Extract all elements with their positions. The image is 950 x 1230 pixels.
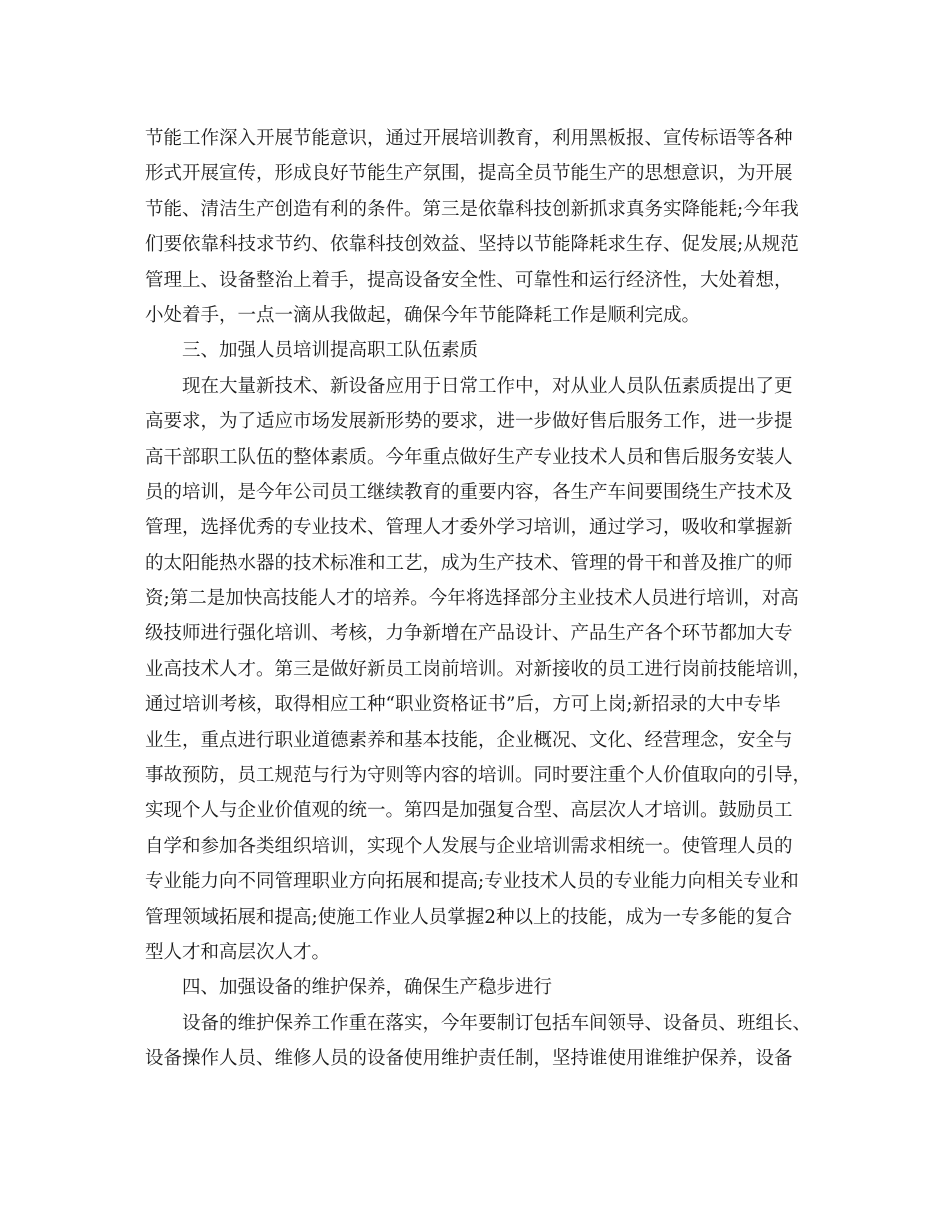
text-line: 员的培训，是今年公司员工继续教育的重要内容，各生产车间要围绕生产技术及 <box>145 481 793 503</box>
text-line: 管理上、设备整治上着手，提高设备安全性、可靠性和运行经济性，大处着想， <box>145 269 793 291</box>
text-line: 节能、清洁生产创造有利的条件。第三是依靠科技创新抓求真务实降能耗;今年我 <box>145 198 799 220</box>
paragraph-start-line: 设备的维护保养工作重在落实，今年要制订包括车间领导、设备员、班组长、 <box>182 1012 812 1034</box>
text-line: 设备操作人员、维修人员的设备使用维护责任制，坚持谁使用谁维护保养，设备 <box>145 1048 793 1070</box>
text-line: 高要求，为了适应市场发展新形势的要求，进一步做好售后服务工作，进一步提 <box>145 411 793 433</box>
text-line: 节能工作深入开展节能意识，通过开展培训教育，利用黑板报、宣传标语等各种 <box>145 128 793 149</box>
text-line: 小处着手，一点一滴从我做起，确保今年节能降耗工作是顺利完成。 <box>145 304 701 326</box>
text-line: 资;第二是加快高技能人才的培养。今年将选择部分主业技术人员进行培训，对高 <box>145 588 799 610</box>
paragraph-start-line: 现在大量新技术、新设备应用于日常工作中，对从业人员队伍素质提出了更 <box>182 375 793 397</box>
text-line: 形式开展宣传，形成良好节能生产氛围，提高全员节能生产的思想意识，为开展 <box>145 163 793 185</box>
text-line: 通过培训考核，取得相应工种“职业资格证书”后，方可上岗;新招录的大中专毕 <box>145 694 781 716</box>
text-line: 型人才和高层次人才。 <box>145 941 331 963</box>
text-line: 的太阳能热水器的技术标准和工艺，成为生产技术、管理的骨干和普及推广的师 <box>145 552 793 574</box>
paragraph-start-line: 四、加强设备的维护保养，确保生产稳步进行 <box>182 977 553 999</box>
text-line: 业生，重点进行职业道德素养和基本技能，企业概况、文化、经营理念，安全与 <box>145 729 793 751</box>
text-line: 们要依靠科技求节约、依靠科技创效益、坚持以节能降耗求生存、促发展;从规范 <box>145 234 799 256</box>
text-line: 自学和参加各类组织培训，实现个人发展与企业培训需求相统一。使管理人员的 <box>145 835 793 857</box>
text-line: 管理领域拓展和提高;使施工作业人员掌握2种以上的技能，成为一专多能的复合 <box>145 906 793 928</box>
paragraph-start-line: 三、加强人员培训提高职工队伍素质 <box>182 340 479 362</box>
text-line: 实现个人与企业价值观的统一。第四是加强复合型、高层次人才培训。鼓励员工 <box>145 800 793 822</box>
text-line: 事故预防，员工规范与行为守则等内容的培训。同时要注重个人价值取向的引导， <box>145 765 812 787</box>
text-line: 专业能力向不同管理职业方向拓展和提高;专业技术人员的专业能力向相关专业和 <box>145 871 799 893</box>
text-line: 业高技术人才。第三是做好新员工岗前培训。对新接收的员工进行岗前技能培训， <box>145 658 812 680</box>
document-body <box>145 121 810 1077</box>
text-line: 级技师进行强化培训、考核，力争新增在产品设计、产品生产各个环节都加大专 <box>145 623 793 645</box>
text-line: 高干部职工队伍的整体素质。今年重点做好生产专业技术人员和售后服务安装人 <box>145 446 793 468</box>
text-line: 管理，选择优秀的专业技术、管理人才委外学习培训，通过学习，吸收和掌握新 <box>145 517 793 539</box>
